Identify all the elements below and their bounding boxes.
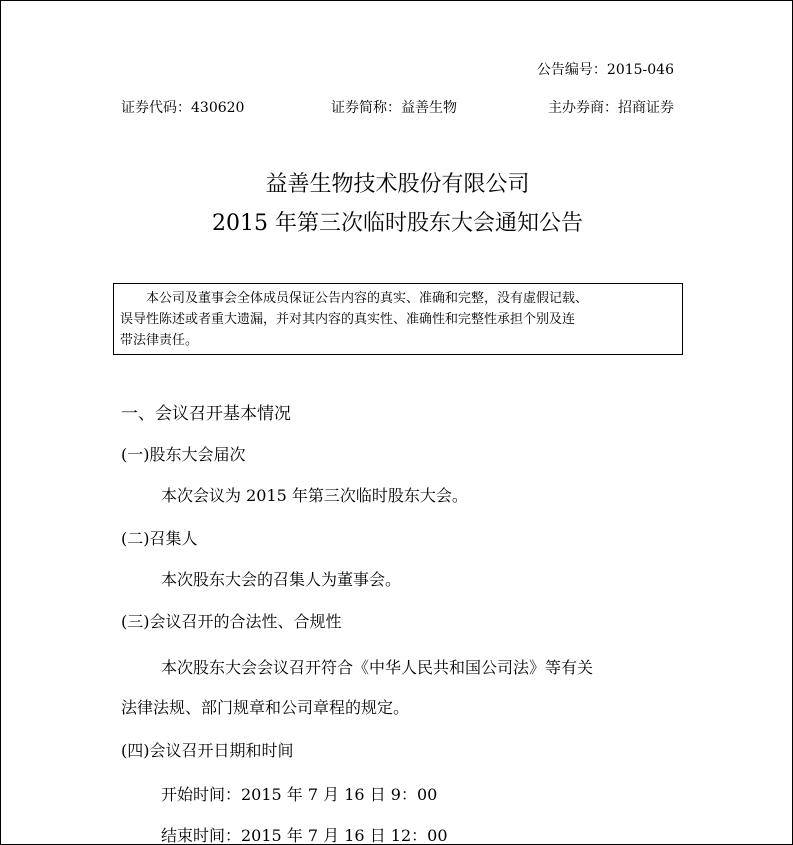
document-title-notice: 2015 年第三次临时股东大会通知公告 — [212, 211, 583, 236]
statement-line-2: 误导性陈述或者重大遗漏，并对其内容的真实性、准确性和完整性承担个别及连 — [120, 312, 576, 327]
legality-paragraph — [121, 648, 681, 728]
statement-line-3: 带法律责任。 — [120, 333, 199, 348]
subsection-heading-legality: (三)会议召开的合法性、合规性 — [121, 612, 342, 631]
security-code: 证券代码：430620 — [121, 100, 245, 116]
subsection-heading-session: (一)股东大会届次 — [121, 445, 246, 464]
legality-text-line-2: 法律法规、部门规章和公司章程的规定。 — [121, 698, 410, 717]
start-time: 开始时间：2015 年 7 月 16 日 9：00 — [161, 785, 438, 804]
subsection-heading-convener: (二)召集人 — [121, 529, 198, 548]
document-title-company: 益善生物技术股份有限公司 — [265, 172, 530, 197]
section-heading: 一、会议召开基本情况 — [121, 404, 291, 424]
end-time: 结束时间：2015 年 7 月 16 日 12：00 — [161, 826, 448, 845]
sponsor-broker: 主办券商：招商证券 — [548, 100, 674, 116]
disclaimer-statement-box — [113, 283, 683, 355]
convener-text: 本次股东大会的召集人为董事会。 — [161, 570, 402, 589]
session-text: 本次会议为 2015 年第三次临时股东大会。 — [161, 486, 468, 505]
announcement-number: 公告编号：2015-046 — [536, 62, 674, 78]
security-short-name: 证券简称：益善生物 — [331, 100, 457, 116]
legality-text-line-1: 本次股东大会会议召开符合《中华人民共和国公司法》等有关 — [161, 658, 594, 677]
subsection-heading-datetime: (四)会议召开日期和时间 — [121, 741, 294, 760]
statement-line-1: 本公司及董事会全体成员保证公告内容的真实、准确和完整，没有虚假记载、 — [146, 291, 589, 306]
